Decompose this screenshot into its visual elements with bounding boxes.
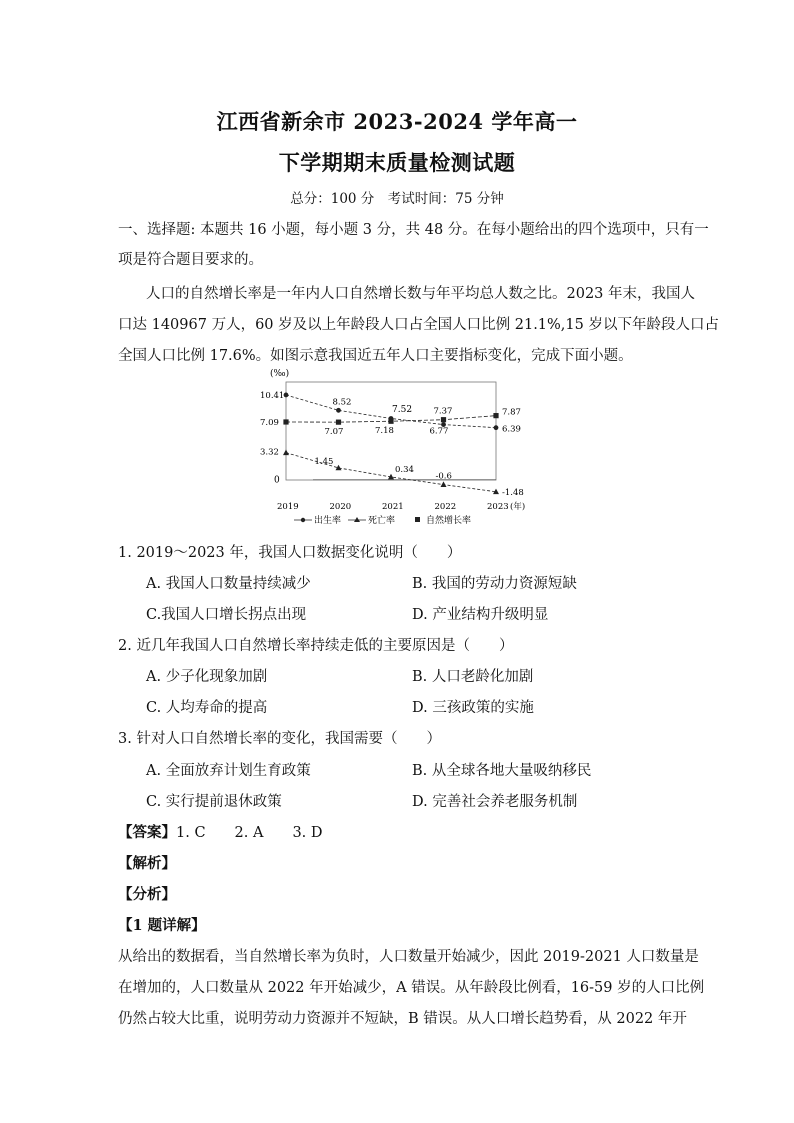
detail-line-3: 仍然占较大比重，说明劳动力资源并不短缺，B 错误。从人口增长趋势看，从 2022 年开 xyxy=(118,1011,687,1027)
data-point-square-2019 xyxy=(283,419,288,424)
data-label-triangle-2020: 1.45 xyxy=(314,456,334,467)
doc-title-line2: 下学期期末质量检测试题 xyxy=(278,150,516,175)
x-tick-label: 2023 xyxy=(487,502,509,512)
data-point-square-2021 xyxy=(388,419,393,424)
legend-birth-rate: 出生率 xyxy=(314,516,342,526)
detail-label: 【1 题详解】 xyxy=(118,917,206,934)
question-2-option-c: C. 人均寿命的提高 xyxy=(146,700,268,716)
question-3-option-b: B. 从全球各地大量吸纳移民 xyxy=(412,763,592,779)
section-instructions-line2: 项是符合题目要求的。 xyxy=(118,252,263,268)
data-label-square-2019: 7.09 xyxy=(260,417,279,428)
data-label-triangle-2023: -1.48 xyxy=(502,487,524,498)
x-tick-label: 2020 xyxy=(329,502,352,512)
data-label-square-2023: 7.87 xyxy=(502,407,521,418)
data-label-circle-2022: 6.77 xyxy=(429,426,449,437)
answer-line xyxy=(118,821,323,842)
legend-circle-icon xyxy=(301,518,305,522)
data-point-circle-2023 xyxy=(494,425,499,430)
question-2-stem: 2. 近几年我国人口自然增长率持续走低的主要原因是（ ） xyxy=(118,638,514,654)
passage-line3: 全国人口比例 17.6%。如图示意我国近五年人口主要指标变化，完成下面小题。 xyxy=(118,348,633,364)
data-label-circle-2020: 8.52 xyxy=(332,397,352,408)
legend-square-icon xyxy=(415,517,420,522)
data-label-circle-2019: 10.41 xyxy=(260,390,285,401)
data-point-square-2020 xyxy=(336,420,341,425)
question-1-option-a: A. 我国人口数量持续减少 xyxy=(146,576,311,592)
chart-legend xyxy=(294,514,471,526)
data-point-triangle-2022 xyxy=(441,481,447,487)
section-instructions-line1: 一、选择题: 本题共 16 小题，每小题 3 分，共 48 分。在每小题给出的四个选项中，只有一 xyxy=(118,222,709,238)
question-2-option-a: A. 少子化现象加剧 xyxy=(146,669,268,685)
data-label-circle-2023: 6.39 xyxy=(502,424,521,435)
legend-death-rate: 死亡率 xyxy=(368,516,396,526)
detail-line-1: 从给出的数据看，当自然增长率为负时，人口数量开始减少，因此 2019-2021 人口数量是 xyxy=(118,949,699,965)
data-label-triangle-2019: 3.32 xyxy=(260,447,279,458)
question-1-option-b: B. 我国的劳动力资源短缺 xyxy=(412,576,577,592)
data-point-circle-2020 xyxy=(336,408,341,413)
data-point-triangle-2019 xyxy=(283,449,289,455)
question-3-option-a: A. 全面放弃计划生育政策 xyxy=(146,763,311,779)
data-label-birth-2021: 7.52 xyxy=(392,405,413,415)
data-label-square-2022: 7.37 xyxy=(433,406,453,417)
y-unit-label: (‰) xyxy=(270,369,290,379)
answer-label: 【答案】 xyxy=(118,824,176,841)
detail-line-2: 在增加的，人口数量从 2022 年开始减少，A 错误。从年龄段比例看，16-59 岁的人口比例 xyxy=(118,980,705,996)
question-3-stem: 3. 针对人口自然增长率的变化，我国需要（ ） xyxy=(118,731,441,747)
x-unit-label: (年) xyxy=(510,502,526,512)
answer-text: 1. C 2. A 3. D xyxy=(176,825,323,841)
x-tick-label: 2022 xyxy=(434,502,457,512)
legend-natural-growth-rate: 自然增长率 xyxy=(426,516,472,526)
doc-title-line1: 江西省新余市 2023-2024 学年高一 xyxy=(216,109,578,134)
data-point-square-2022 xyxy=(441,417,446,422)
data-label-square-2021: 7.18 xyxy=(375,426,394,437)
exam-meta: 总分：100 分 考试时间：75 分钟 xyxy=(290,191,504,207)
x-tick-label: 2021 xyxy=(382,502,404,512)
data-point-square-2023 xyxy=(493,413,498,418)
question-1-option-d: D. 产业结构升级明显 xyxy=(412,607,549,623)
legend-triangle-icon xyxy=(354,517,360,522)
x-tick-label: 2019 xyxy=(277,502,299,512)
passage-line2: 口达 140967 万人，60 岁及以上年龄段人口占全国人口比例 21.1%,15 岁以下年龄段人口占 xyxy=(118,317,719,333)
y-zero-label: 0 xyxy=(274,475,280,486)
analysis-label: 【解析】 xyxy=(118,855,176,872)
fenxi-label: 【分析】 xyxy=(118,886,176,903)
question-3-option-c: C. 实行提前退休政策 xyxy=(146,794,282,810)
question-1-stem: 1. 2019～2023 年，我国人口数据变化说明（ ） xyxy=(118,545,462,561)
data-label-triangle-2021: 0.34 xyxy=(395,464,414,475)
question-2-option-d: D. 三孩政策的实施 xyxy=(412,700,534,716)
question-3-option-d: D. 完善社会养老服务机制 xyxy=(412,794,578,810)
passage-line1: 人口的自然增长率是一年内人口自然增长数与年平均总人数之比。2023 年末，我国人 xyxy=(146,286,696,302)
question-2-option-b: B. 人口老龄化加剧 xyxy=(412,669,534,685)
data-label-triangle-2022: -0.6 xyxy=(435,471,452,482)
population-indicators-chart xyxy=(256,364,546,528)
data-label-square-2020: 7.07 xyxy=(324,427,344,438)
question-1-option-c: C.我国人口增长拐点出现 xyxy=(146,607,307,623)
